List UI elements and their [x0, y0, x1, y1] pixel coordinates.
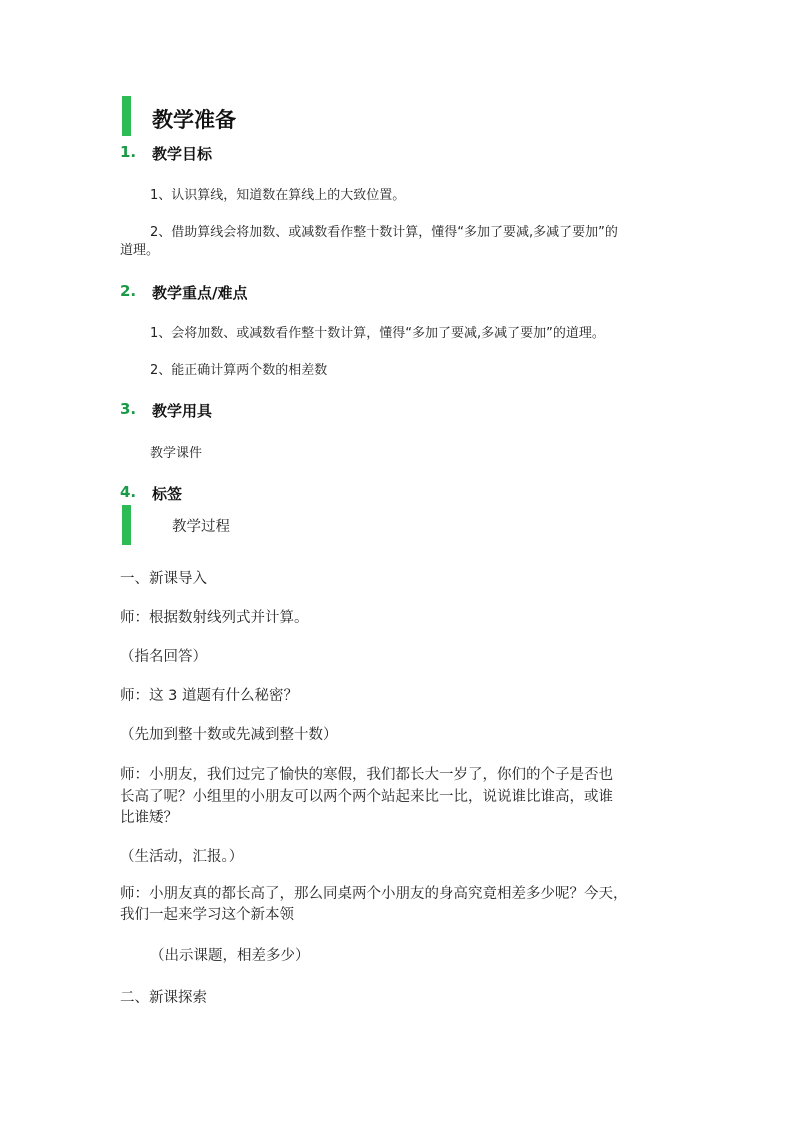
process-accent-bar: [122, 505, 131, 545]
process-title: 教学过程: [172, 519, 230, 535]
section-number-2: 2.: [120, 282, 137, 300]
tools-line-1: 教学课件: [150, 446, 203, 461]
keypoint-line-1: 1、会将加数、或减数看作整十数计算，懂得“多加了要减,多减了要加”的道理。: [150, 326, 605, 341]
process-paragraph: 我们一起来学习这个新本领: [120, 907, 294, 923]
process-paragraph: 比谁矮？: [120, 810, 178, 826]
process-paragraph: 师：根据数射线列式并计算。: [120, 610, 309, 626]
process-paragraph: （指名回答）: [120, 649, 207, 665]
process-paragraph: （出示课题，相差多少）: [150, 948, 310, 964]
section-number-4: 4.: [120, 483, 137, 501]
process-paragraph: 师：这 3 道题有什么秘密？: [120, 688, 298, 704]
section-number-1: 1.: [120, 143, 137, 161]
process-paragraph: 二、新课探索: [120, 990, 207, 1006]
section-heading-3: 教学用具: [152, 402, 213, 420]
process-paragraph: 师：小朋友真的都长高了，那么同桌两个小朋友的身高究竟相差多少呢？今天，: [120, 886, 628, 902]
title-accent-bar: [122, 96, 131, 136]
goal-line-2: 2、借助算线会将加数、或减数看作整十数计算，懂得“多加了要减,多减了要加”的: [150, 225, 618, 240]
process-paragraph: 长高了呢？小组里的小朋友可以两个两个站起来比一比，说说谁比谁高，或谁: [120, 789, 613, 805]
process-paragraph: 师：小朋友，我们过完了愉快的寒假，我们都长大一岁了，你们的个子是否也: [120, 767, 613, 783]
section-heading-1: 教学目标: [152, 145, 213, 163]
process-paragraph: 一、新课导入: [120, 571, 207, 587]
section-heading-2: 教学重点/难点: [152, 284, 248, 302]
section-number-3: 3.: [120, 400, 137, 418]
section-heading-4: 标签: [152, 485, 183, 503]
process-paragraph: （生活动，汇报。）: [120, 849, 244, 865]
process-paragraph: （先加到整十数或先减到整十数）: [120, 727, 338, 743]
goal-line-3: 道理。: [120, 243, 160, 258]
keypoint-line-2: 2、能正确计算两个数的相差数: [150, 363, 328, 378]
goal-line-1: 1、认识算线，知道数在算线上的大致位置。: [150, 188, 406, 203]
page-title: 教学准备: [152, 108, 236, 132]
